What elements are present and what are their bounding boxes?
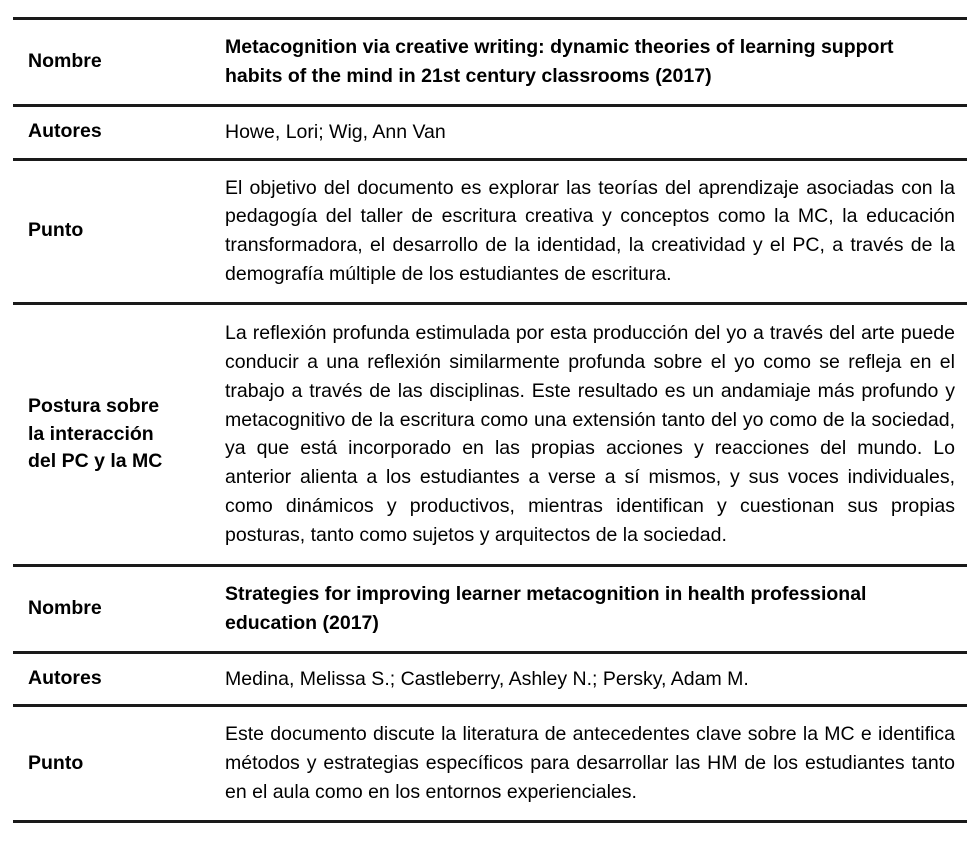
- table-row: [13, 159, 967, 303]
- table-row: [13, 19, 967, 106]
- row-label-postura-line1: Postura sobre: [28, 394, 160, 417]
- records-table: [13, 17, 967, 823]
- row-label-autores: Autores: [28, 667, 102, 690]
- row-label-autores: Autores: [28, 120, 102, 143]
- row-label-nombre: Nombre: [28, 50, 102, 73]
- row-value-autores: Howe, Lori; Wig, Ann Van: [225, 120, 446, 143]
- row-label-postura-line3: del PC y la MC: [28, 450, 163, 473]
- row-label-postura: [13, 304, 225, 566]
- table-row: [13, 652, 967, 706]
- row-label-punto: Punto: [28, 751, 84, 774]
- row-label-nombre: Nombre: [28, 596, 102, 619]
- table-row: [13, 105, 967, 159]
- row-value-postura: La reflexión profunda estimulada por esta producción del yo a través del arte puede conducir a una reflexión similarmente profunda sobre el yo como se refleja en el trabajo a través de las disciplinas. Este resultado es un andamiaje más profundo y metacognitivo de la escritura como una extensión tanto del yo como de la sociedad, ya que está incorporado en las propias acciones y reacciones del mundo. Lo anterior alienta a los estudiantes a verse a sí mismos, y sus voces individuales, como dinámicos y productivos, mientras identifican y cuestionan sus propias posturas, tanto como sujetos y arquitectos de la sociedad.: [225, 322, 955, 547]
- table-row: [13, 304, 967, 566]
- row-value-autores: Medina, Melissa S.; Castleberry, Ashley N.; Persky, Adam M.: [225, 667, 749, 690]
- row-label-postura-line2: la interacción: [28, 422, 154, 445]
- row-value-punto: El objetivo del documento es explorar las teorías del aprendizaje asociadas con la pedagogía del taller de escritura creativa y conceptos como la MC, la educación transformadora, el desarrollo de la identidad, la creatividad y el PC, a través de la demografía múltiple de los estudiantes de escritura.: [225, 176, 955, 286]
- row-value-nombre: Metacognition via creative writing: dynamic theories of learning support habits of the mind in 21st century classrooms (2017): [225, 36, 894, 87]
- table-row: [13, 706, 967, 822]
- row-value-nombre: Strategies for improving learner metacognition in health professional education (2017): [225, 582, 867, 634]
- table-row: [13, 565, 967, 652]
- row-value-punto: Este documento discute la literatura de antecedentes clave sobre la MC e identifica métodos y estrategias específicos para desarrollar las HM de los estudiantes tanto en el aula como en los entornos experienciales.: [225, 723, 955, 804]
- row-label-punto: Punto: [28, 219, 84, 242]
